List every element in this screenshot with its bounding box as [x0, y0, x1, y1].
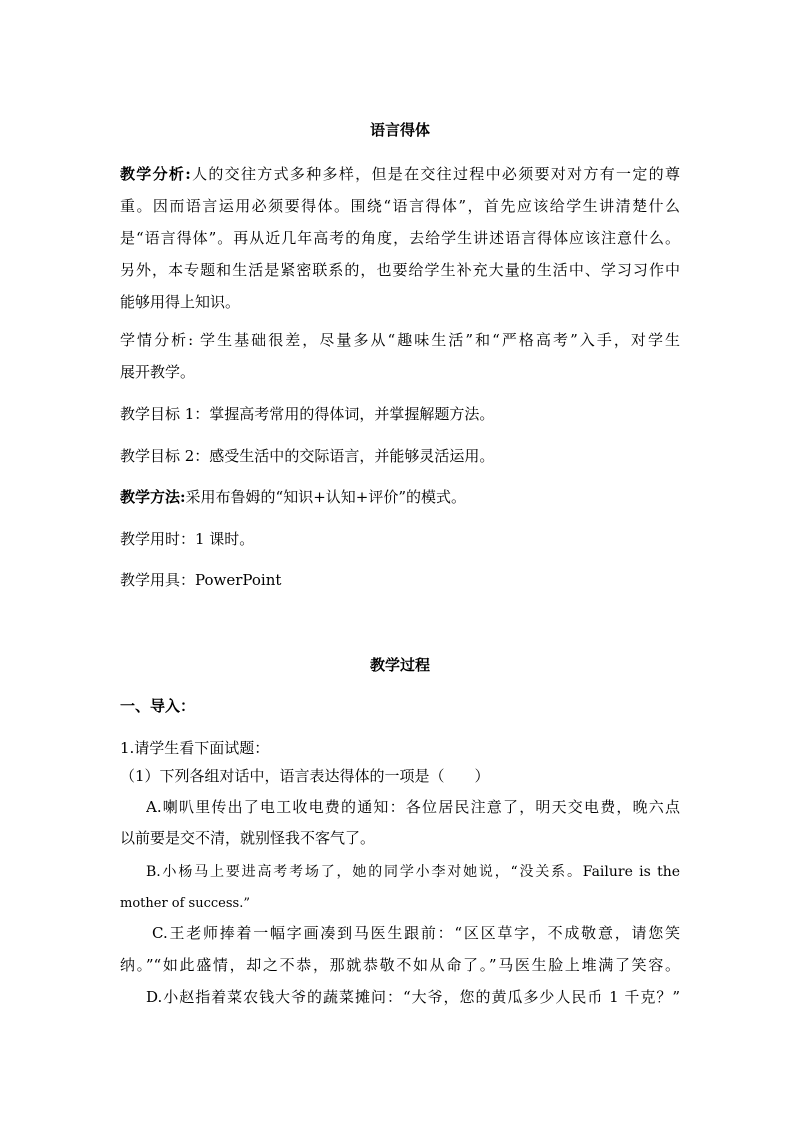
teaching-tools: 教学用具：PowerPoint: [120, 571, 282, 589]
method-text: 采用布鲁姆的“知识+认知+评价”的模式。: [185, 488, 467, 506]
analysis-line-4: 另外，本专题和生活是紧密联系的，也要给学生补充大量的生活中、学习习作中: [120, 261, 680, 279]
option-b-line-2: mother of success.”: [120, 896, 250, 911]
analysis-line-1: [120, 164, 680, 184]
teaching-goal-2: 教学目标 2：感受生活中的交际语言，并能够灵活运用。: [120, 447, 495, 465]
student-analysis-line-2: 展开教学。: [120, 363, 196, 381]
teaching-hours: 教学用时：1 课时。: [120, 530, 255, 548]
option-d-line-1: D.小赵指着菜农钱大爷的蔬菜摊问：“大爷，您的黄瓜多少人民币 1 千克？”: [146, 988, 680, 1006]
item-1: 1.请学生看下面试题：: [120, 739, 270, 757]
process-title: 教学过程: [369, 656, 430, 674]
section-heading-intro: 一、导入：: [120, 697, 196, 715]
question-1: （1）下列各组对话中，语言表达得体的一项是（ ）: [120, 767, 490, 785]
analysis-line-5: 能够用得上知识。: [120, 293, 241, 311]
analysis-line-3: 是“语言得体”。再从近几年高考的角度，去给学生讲述语言得体应该注意什么。: [120, 229, 680, 247]
analysis-text: 人的交往方式多种多样，但是在交往过程中必须要对对方有一定的尊: [190, 165, 680, 183]
teaching-goal-1: 教学目标 1：掌握高考常用的得体词，并掌握解题方法。: [120, 405, 495, 423]
option-c-line-1: C.王老师捧着一幅字画凑到马医生跟前：“区区草字，不成敬意，请您笑: [152, 924, 680, 942]
analysis-line-2: 重。因而语言运用必须要得体。围绕“语言得体”，首先应该给学生讲清楚什么: [120, 197, 680, 215]
method-label: 教学方法:: [120, 488, 186, 506]
option-b-line-1: B.小杨马上要进高考考场了，她的同学小李对她说，“没关系。Failure is the: [146, 864, 680, 880]
teaching-method: [120, 487, 680, 507]
option-c-line-2: 纳。”“如此盛情，却之不恭，那就恭敬不如从命了。”马医生脸上堆满了笑容。: [120, 956, 680, 974]
option-a-line-1: A.喇叭里传出了电工收电费的通知：各位居民注意了，明天交电费，晚六点: [146, 798, 680, 816]
option-a-line-2: 以前要是交不清，就别怪我不客气了。: [120, 829, 376, 847]
document-title: 语言得体: [369, 121, 430, 139]
student-analysis-line-1: 学情分析: 学生基础很差，尽量多从“趣味生活”和“严格高考”入手，对学生: [120, 331, 680, 349]
analysis-label: 教学分析:: [120, 165, 191, 183]
